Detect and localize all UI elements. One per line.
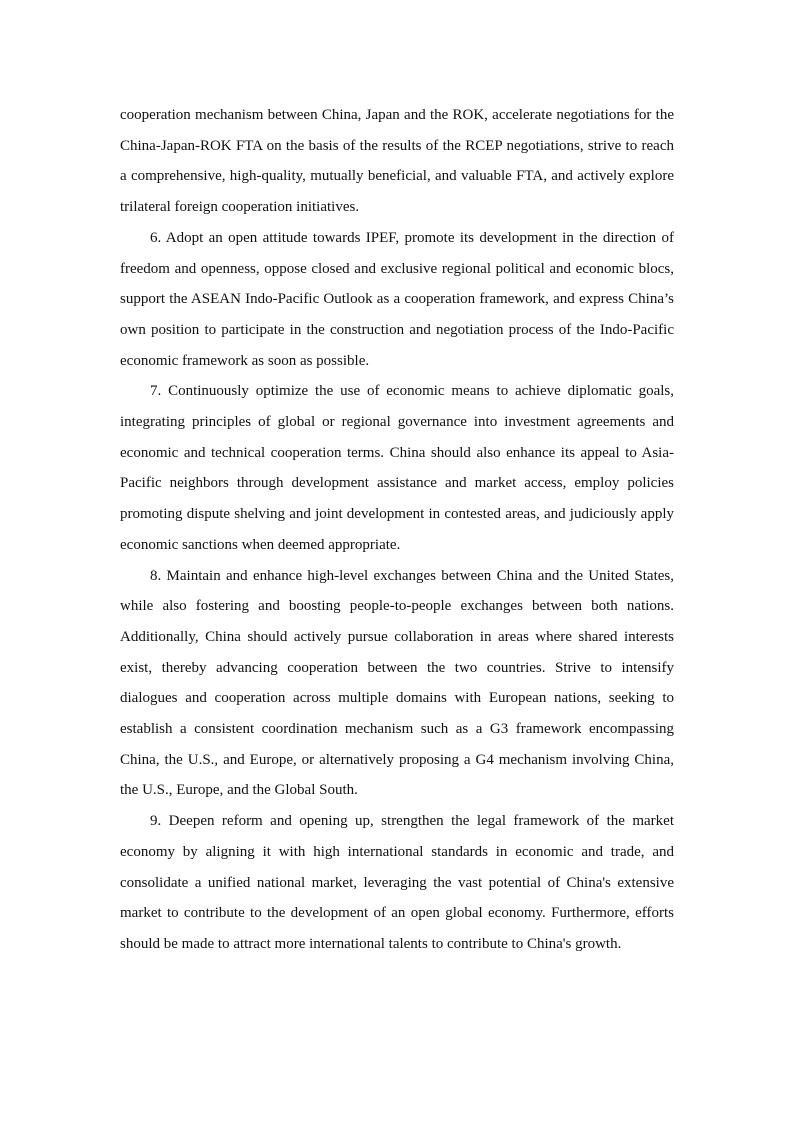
paragraph-item-8: 8. Maintain and enhance high-level exchanges between China and the United States, while also fostering and boosting people-to-people exchanges between both nations. Additionally, China should actively pursue collaboration in areas where shared interests exist, thereby advancing cooperation between the two countries. Strive to intensify dialogues and cooperation across multiple domains with European nations, seeking to establish a consistent coordination mechanism such as a G3 framework encompassing China, the U.S., and Europe, or alternatively proposing a G4 mechanism involving China, the U.S., Europe, and the Global South. [120,567,674,799]
paragraph-item-9: 9. Deepen reform and opening up, strengthen the legal framework of the market economy by aligning it with high international standards in economic and trade, and consolidate a unified national market, leveraging the vast potential of China's extensive market to contribute to the development of an open global economy. Furthermore, efforts should be made to attract more international talents to contribute to China's growth. [120,813,674,952]
paragraph-continuation: cooperation mechanism between China, Japan and the ROK, accelerate negotiations for the China-Japan-ROK FTA on the basis of the results of the RCEP negotiations, strive to reach a comprehensive, high-quality, mutually beneficial, and valuable FTA, and actively explore trilateral foreign cooperation initiatives. [120,107,674,216]
paragraph-item-6: 6. Adopt an open attitude towards IPEF, promote its development in the direction of freedom and openness, oppose closed and exclusive regional political and economic blocs, support the ASEAN Indo-Pacific Outlook as a cooperation framework, and express China’s own position to participate in the construction and negotiation process of the Indo-Pacific economic framework as soon as possible. [120,229,674,369]
document-body [120,100,674,960]
paragraph-item-7: 7. Continuously optimize the use of economic means to achieve diplomatic goals, integrating principles of global or regional governance into investment agreements and economic and technical cooperation terms. China should also enhance its appeal to Asia-Pacific neighbors through development assistance and market access, employ policies promoting dispute shelving and joint development in contested areas, and judiciously apply economic sanctions when deemed appropriate. [120,383,674,553]
